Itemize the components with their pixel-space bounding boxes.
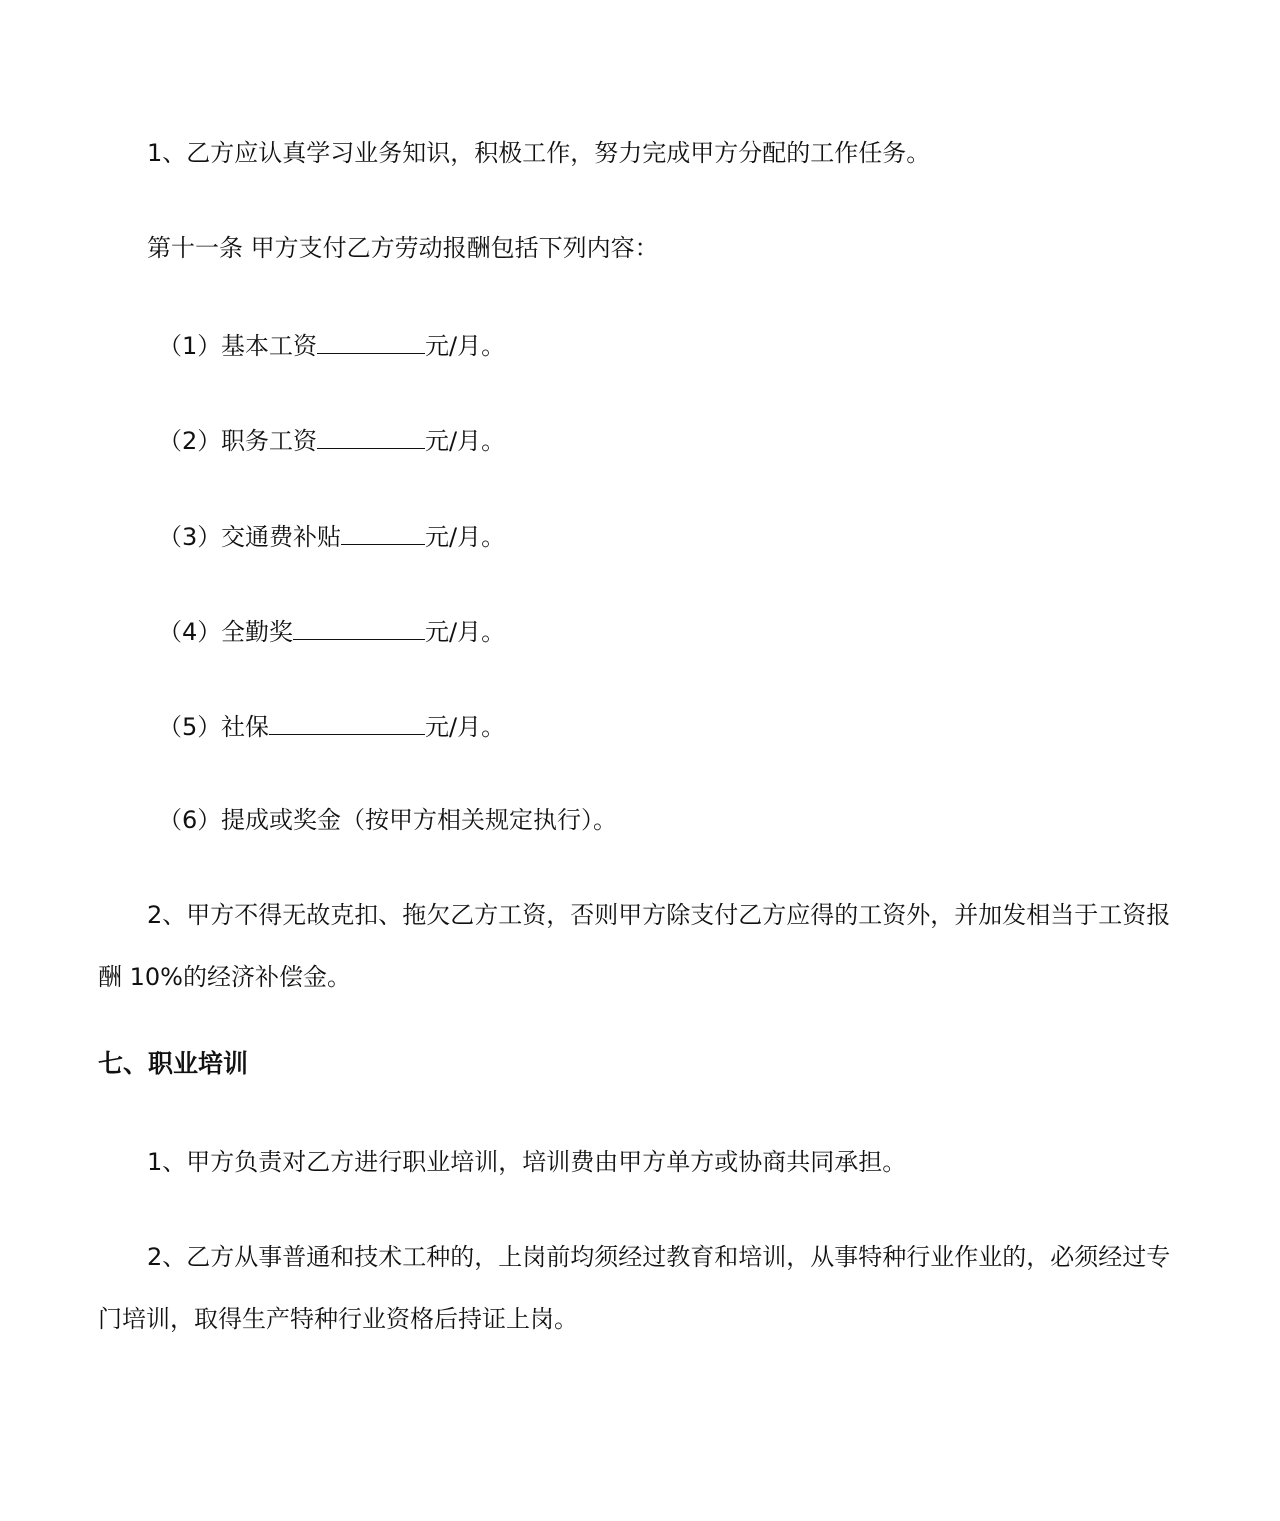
pay-item-number: （1） — [158, 332, 222, 360]
pay-item-unit: 元/月。 — [425, 618, 506, 646]
fill-in-blank[interactable] — [341, 518, 425, 545]
pay-item-number: （3） — [158, 523, 222, 551]
clause-training-cost: 1、甲方负责对乙方进行职业培训，培训费由甲方单方或协商共同承担。 — [147, 1148, 907, 1176]
pay-item-label: 提成或奖金（按甲方相关规定执行）。 — [221, 806, 617, 834]
fill-in-blank[interactable] — [269, 708, 425, 735]
pay-item-social-insurance — [158, 708, 505, 743]
pay-item-label: 全勤奖 — [221, 618, 293, 646]
pay-item-unit: 元/月。 — [425, 713, 506, 741]
pay-item-number: （2） — [158, 427, 222, 455]
fill-in-blank[interactable] — [317, 422, 425, 449]
pay-item-unit: 元/月。 — [425, 427, 506, 455]
clause-training-requirement: 2、乙方从事普通和技术工种的，上岗前均须经过教育和培训，从事特种行业作业的，必须经过专门培训，取得生产特种行业资格后持证上岗。 — [98, 1243, 1171, 1333]
pay-item-position-salary — [158, 422, 505, 457]
pay-item-number: （5） — [158, 713, 222, 741]
pay-item-label: 基本工资 — [221, 332, 317, 360]
fill-in-blank[interactable] — [293, 613, 425, 640]
pay-item-number: （4） — [158, 618, 222, 646]
pay-item-attendance-bonus — [158, 613, 505, 648]
clause-wage-deduction: 2、甲方不得无故克扣、拖欠乙方工资，否则甲方除支付乙方应得的工资外，并加发相当于工资报酬 10%的经济补偿金。 — [98, 901, 1171, 991]
pay-item-label: 社保 — [221, 713, 269, 741]
clause-employee-duty: 1、乙方应认真学习业务知识，积极工作，努力完成甲方分配的工作任务。 — [147, 139, 931, 167]
section-heading-training: 七、职业培训 — [98, 1049, 249, 1078]
pay-item-label: 职务工资 — [221, 427, 317, 455]
fill-in-blank[interactable] — [317, 327, 425, 354]
pay-item-label: 交通费补贴 — [221, 523, 341, 551]
pay-item-commission — [158, 804, 617, 836]
pay-item-transport-allowance — [158, 518, 505, 553]
pay-item-number: （6） — [158, 806, 222, 834]
pay-item-unit: 元/月。 — [425, 332, 506, 360]
pay-item-unit: 元/月。 — [425, 523, 506, 551]
pay-item-basic-salary — [158, 327, 505, 362]
article-eleven-title: 第十一条 甲方支付乙方劳动报酬包括下列内容： — [147, 234, 659, 262]
